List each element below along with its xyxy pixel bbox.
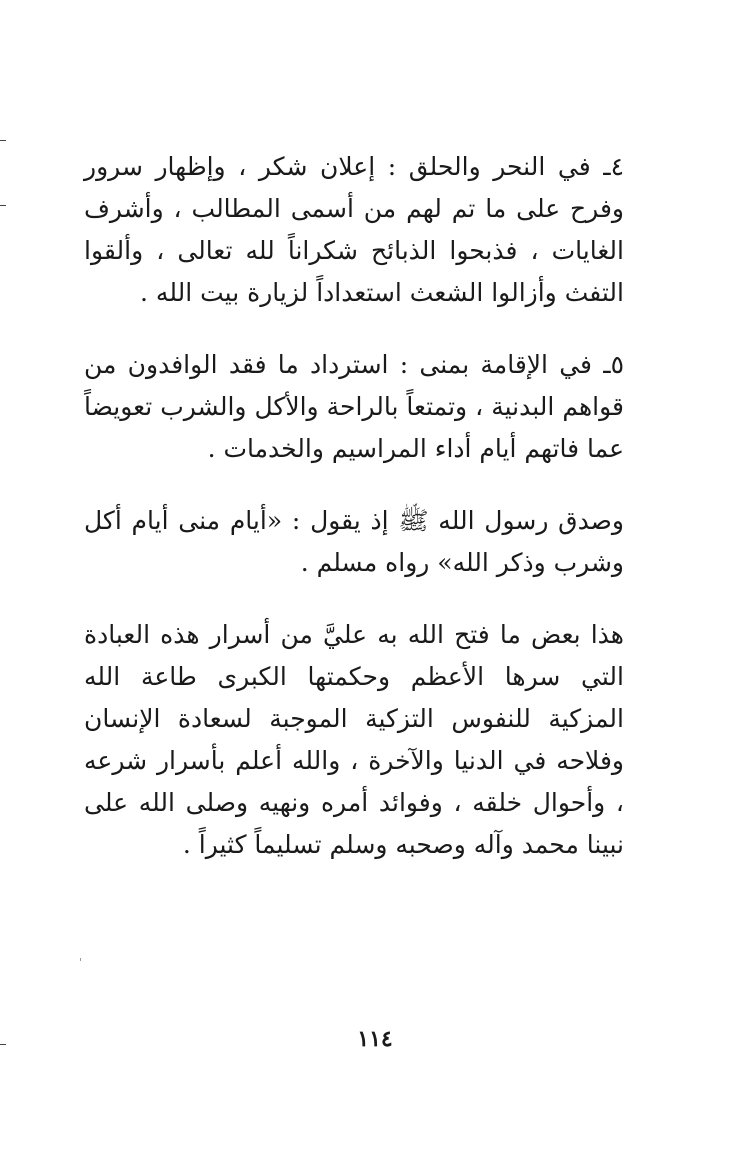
margin-tick xyxy=(0,140,6,141)
paragraph-stay-mina: ٥ـ في الإقامة بمنى : استرداد ما فقد الوافدون من قواهم البدنية ، وتمتعاً بالراحة والأكل والشرب تعويضاً عما فاتهم أيام أداء المراسيم والخدمات . xyxy=(84,350,624,463)
page-body xyxy=(84,146,624,896)
paragraph-conclusion: هذا بعض ما فتح الله به عليَّ من أسرار هذه العبادة التي سرها الأعظم وحكمتها الكبرى طاعة الله المزكية للنفوس التزكية الموجبة لسعادة الإنسان وفلاحه في الدنيا والآخرة ، والله أعلم بأسرار شرعه ، وأحوال خلقه ، وفوائد أمره ونهيه وصلى الله على نبينا محمد وآله وصحبه وسلم تسليماً كثيراً . xyxy=(84,620,624,859)
scan-speck xyxy=(80,958,81,961)
paragraph-hadith: وصدق رسول الله ﷺ إذ يقول : «أيام منى أيام أكل وشرب وذكر الله» رواه مسلم . xyxy=(84,506,624,577)
paragraph-sacrifice-shaving: ٤ـ في النحر والحلق : إعلان شكر ، وإظهار سرور وفرح على ما تم لهم من أسمى المطالب ، وأشرف الغايات ، فذبحوا الذبائح شكراناً لله تعالى ، وألقوا التفث وأزالوا الشعث استعداداً لزيارة بيت الله . xyxy=(84,152,624,307)
page-number: ١١٤ xyxy=(357,1026,393,1052)
margin-tick xyxy=(0,205,6,206)
